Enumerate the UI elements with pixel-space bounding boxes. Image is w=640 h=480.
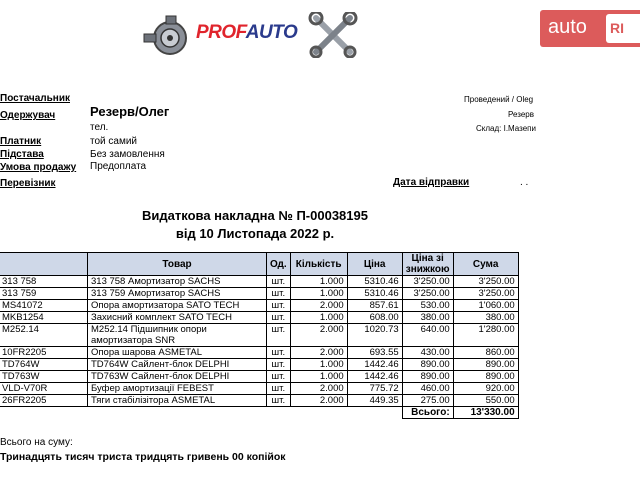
posted-by: Проведений / Oleg xyxy=(464,95,534,104)
ship-date-value: . . xyxy=(520,177,529,188)
cell-sum: 1'280.00 xyxy=(453,324,518,347)
table-row xyxy=(0,276,518,288)
cell-unit: шт. xyxy=(267,276,291,288)
cell-price: 449.35 xyxy=(347,395,402,407)
col-product: Товар xyxy=(88,253,267,276)
cell-product: TD763W Сайлент-блок DELPHI xyxy=(88,371,267,383)
cell-code: TD764W xyxy=(0,359,88,371)
cell-price: 693.55 xyxy=(347,347,402,359)
total-value: 13'330.00 xyxy=(453,407,518,419)
cell-discount-price: 460.00 xyxy=(402,383,453,395)
cell-sum: 890.00 xyxy=(453,359,518,371)
table-row xyxy=(0,288,518,300)
table-row xyxy=(0,347,518,359)
cell-code: VLD-V70R xyxy=(0,383,88,395)
col-sum: Сума xyxy=(453,253,518,276)
cell-code: 313 758 xyxy=(0,276,88,288)
cell-code: MS41072 xyxy=(0,300,88,312)
cell-unit: шт. xyxy=(267,395,291,407)
sum-in-words: Тринадцять тисяч триста тридцять гривень 00 копійок xyxy=(0,451,286,463)
cell-price: 608.00 xyxy=(347,312,402,324)
table-row xyxy=(0,371,518,383)
cell-unit: шт. xyxy=(267,324,291,347)
sum-label: Всього на суму: xyxy=(0,437,73,448)
ship-date-label: Дата відправки xyxy=(393,177,470,188)
basis-label: Підстава xyxy=(0,149,44,160)
cell-discount-price: 275.00 xyxy=(402,395,453,407)
product-name-line1: M252.14 Підшипник опори xyxy=(91,324,207,335)
cell-product xyxy=(88,324,267,347)
cell-price: 5310.46 xyxy=(347,276,402,288)
cell-product: Захисний комплект SATO TECH xyxy=(88,312,267,324)
cell-qty: 1.000 xyxy=(290,371,347,383)
autoria-watermark: auto RI xyxy=(540,10,640,47)
cell-sum: 550.00 xyxy=(453,395,518,407)
cell-product: TD764W Сайлент-блок DELPHI xyxy=(88,359,267,371)
cell-discount-price: 3'250.00 xyxy=(402,276,453,288)
cell-code: 10FR2205 xyxy=(0,347,88,359)
cell-unit: шт. xyxy=(267,300,291,312)
payer-label: Платник xyxy=(0,136,42,147)
table-row xyxy=(0,324,518,347)
table-header-row xyxy=(0,253,518,276)
cell-sum: 860.00 xyxy=(453,347,518,359)
cell-unit: шт. xyxy=(267,359,291,371)
reserve-note: Резерв xyxy=(508,110,534,119)
cell-sum: 890.00 xyxy=(453,371,518,383)
col-code xyxy=(0,253,88,276)
cell-code: 26FR2205 xyxy=(0,395,88,407)
cell-sum: 920.00 xyxy=(453,383,518,395)
cell-unit: шт. xyxy=(267,371,291,383)
cell-code: TD763W xyxy=(0,371,88,383)
cell-product: 313 758 Амортизатор SACHS xyxy=(88,276,267,288)
cell-qty: 2.000 xyxy=(290,395,347,407)
crossed-wrenches-icon xyxy=(308,12,358,58)
cell-qty: 1.000 xyxy=(290,359,347,371)
cell-product: Опора амортизатора SATO TECH xyxy=(88,300,267,312)
cell-sum: 3'250.00 xyxy=(453,276,518,288)
supplier-label: Постачальник xyxy=(0,93,70,104)
cell-price: 1442.46 xyxy=(347,371,402,383)
table-row xyxy=(0,383,518,395)
cell-discount-price: 530.00 xyxy=(402,300,453,312)
cell-price: 857.61 xyxy=(347,300,402,312)
cell-price: 775.72 xyxy=(347,383,402,395)
cell-sum: 3'250.00 xyxy=(453,288,518,300)
cell-discount-price: 380.00 xyxy=(402,312,453,324)
turbo-icon xyxy=(140,10,200,60)
col-qty: Кількість xyxy=(290,253,347,276)
cell-discount-price: 640.00 xyxy=(402,324,453,347)
company-logo xyxy=(140,10,360,60)
col-discount-price: Ціна зі знижкою xyxy=(402,253,453,276)
cell-qty: 1.000 xyxy=(290,312,347,324)
cell-price: 1442.46 xyxy=(347,359,402,371)
warehouse: Склад: І.Мазепи xyxy=(476,124,536,133)
payer-value: той самий xyxy=(90,136,138,147)
table-row xyxy=(0,359,518,371)
cell-product: Опора шарова ASMETAL xyxy=(88,347,267,359)
cell-code: 313 759 xyxy=(0,288,88,300)
cell-product: Буфер амортизації FEBEST xyxy=(88,383,267,395)
table-row xyxy=(0,312,518,324)
cell-qty: 2.000 xyxy=(290,347,347,359)
cell-unit: шт. xyxy=(267,312,291,324)
cell-code: M252.14 xyxy=(0,324,88,347)
terms-value: Предоплата xyxy=(90,161,147,172)
cell-price: 5310.46 xyxy=(347,288,402,300)
cell-unit: шт. xyxy=(267,347,291,359)
cell-discount-price: 890.00 xyxy=(402,359,453,371)
document-date: від 10 Листопада 2022 р. xyxy=(175,226,335,241)
cell-qty: 2.000 xyxy=(290,383,347,395)
cell-unit: шт. xyxy=(267,288,291,300)
recipient-phone: тел. xyxy=(90,122,109,133)
cell-sum: 1'060.00 xyxy=(453,300,518,312)
cell-unit: шт. xyxy=(267,383,291,395)
cell-qty: 2.000 xyxy=(290,324,347,347)
cell-price: 1020.73 xyxy=(347,324,402,347)
logo-wordmark: PROFAUTO xyxy=(196,22,298,43)
cell-product: Тяги стабілізітора ASMETAL xyxy=(88,395,267,407)
cell-qty: 2.000 xyxy=(290,300,347,312)
total-row xyxy=(0,407,518,419)
table-row xyxy=(0,395,518,407)
cell-discount-price: 890.00 xyxy=(402,371,453,383)
cell-qty: 1.000 xyxy=(290,276,347,288)
cell-product: 313 759 Амортизатор SACHS xyxy=(88,288,267,300)
recipient-name: Резерв/Олег xyxy=(90,104,170,119)
product-name-line2: амортизатора SNR xyxy=(91,335,176,346)
cell-code: MKB1254 xyxy=(0,312,88,324)
cell-discount-price: 3'250.00 xyxy=(402,288,453,300)
carrier-label: Перевізник xyxy=(0,178,56,189)
document-title: Видаткова накладна № П-00038195 xyxy=(142,208,368,223)
col-unit: Од. xyxy=(267,253,291,276)
total-label: Всього: xyxy=(402,407,453,419)
cell-discount-price: 430.00 xyxy=(402,347,453,359)
col-price: Ціна xyxy=(347,253,402,276)
recipient-label: Одержувач xyxy=(0,110,56,121)
cell-sum: 380.00 xyxy=(453,312,518,324)
table-row xyxy=(0,300,518,312)
items-table xyxy=(0,252,519,419)
terms-label: Умова продажу xyxy=(0,162,77,173)
basis-value: Без замовлення xyxy=(90,149,165,160)
cell-qty: 1.000 xyxy=(290,288,347,300)
